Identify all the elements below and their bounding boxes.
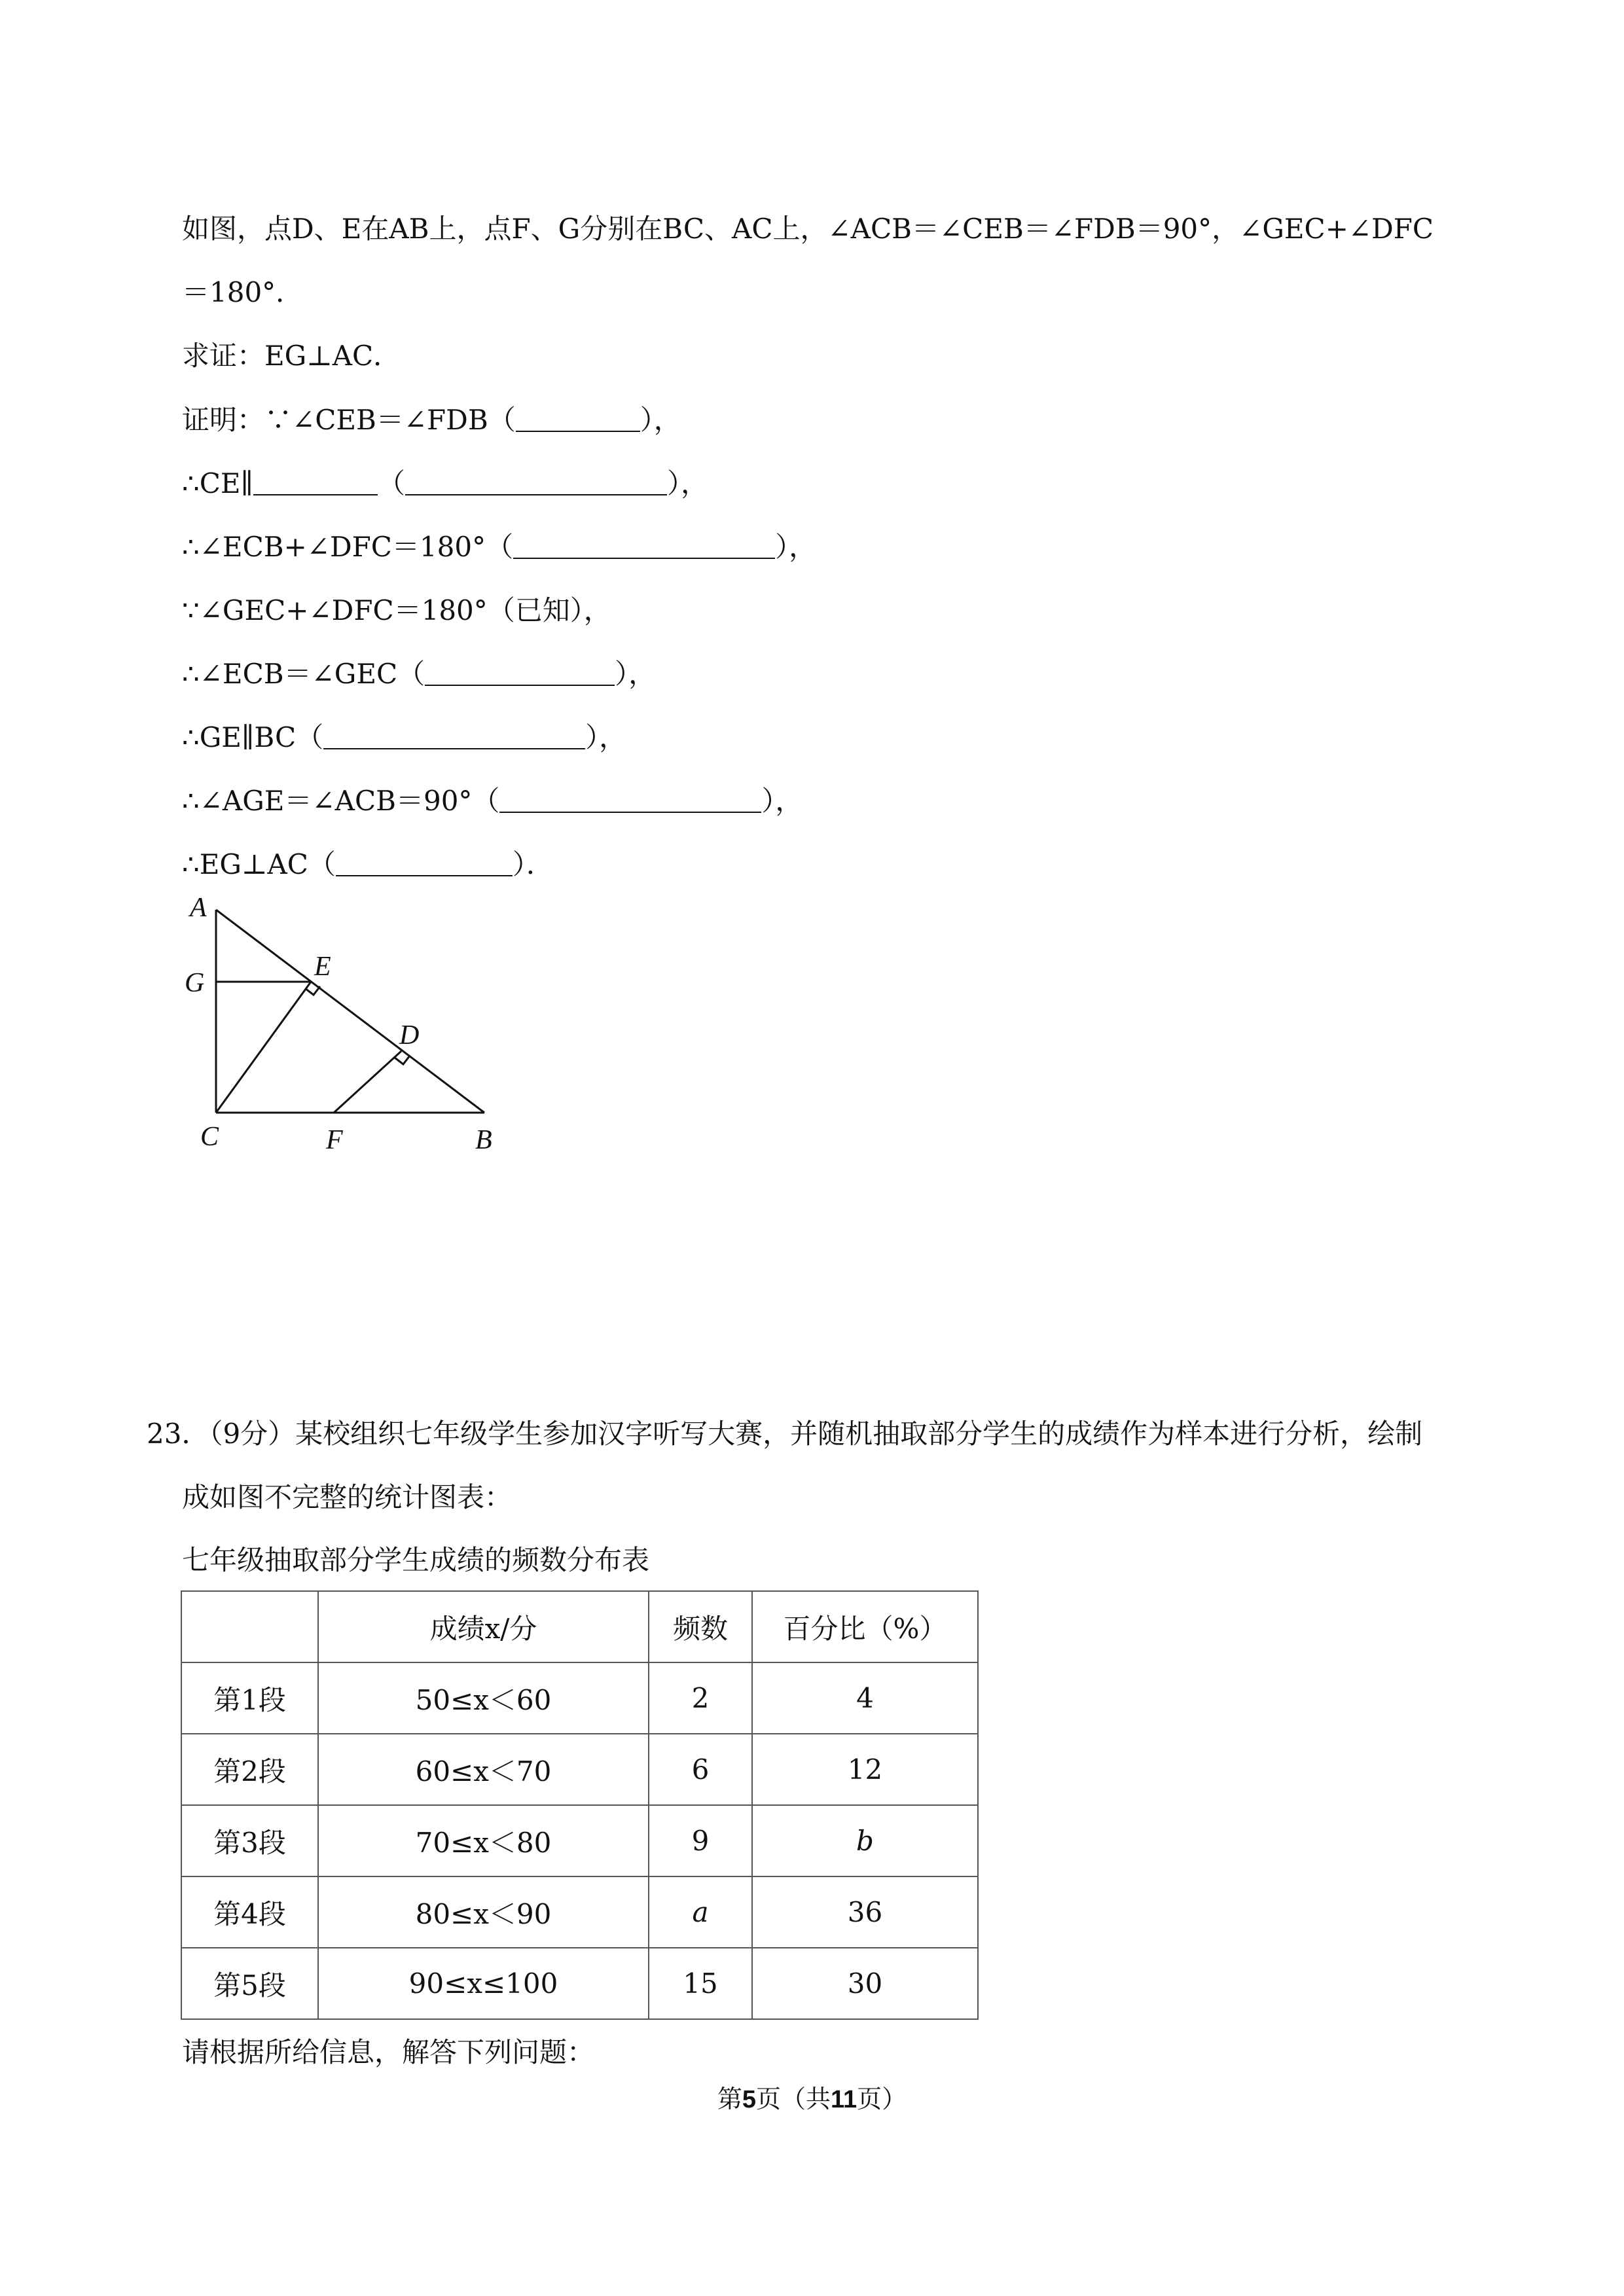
problem23-line2: 成如图不完整的统计图表： (182, 1481, 513, 1513)
blank-2b[interactable] (405, 468, 667, 495)
table-cell: 第2段 (181, 1734, 318, 1805)
table-header-cell: 百分比（%） (752, 1591, 978, 1662)
table-cell: 60≤x＜70 (318, 1734, 649, 1805)
point-label-A: A (190, 897, 207, 923)
segment-CE (216, 982, 311, 1113)
point-label-G: G (185, 968, 205, 998)
proof-step-5: ∴∠ECB＝∠GEC（ ）， (182, 658, 657, 690)
point-label-F: F (326, 1125, 343, 1155)
table-cell: 15 (649, 1948, 752, 2019)
geometry-figure (177, 897, 543, 1158)
blank-8[interactable] (336, 849, 513, 876)
blank-5[interactable] (425, 658, 615, 686)
table-header-cell: 频数 (649, 1591, 752, 1662)
table-cell: 第1段 (181, 1662, 318, 1734)
proof-step-6: ∴GE∥BC（ ）， (182, 721, 627, 753)
table-cell: 90≤x≤100 (318, 1948, 649, 2019)
table-title: 七年级抽取部分学生成绩的频数分布表 (182, 1544, 650, 1576)
table-cell: 9 (649, 1805, 752, 1876)
table-cell: 第4段 (181, 1876, 318, 1948)
table-cell: 第3段 (181, 1805, 318, 1876)
point-label-B: B (475, 1125, 492, 1155)
problem22-statement-line1: 如图，点D、E在AB上，点F、G分别在BC、AC上，∠ACB＝∠CEB＝∠FDB＝90°，∠GEC+∠DFC (182, 213, 1434, 245)
after-table-text: 请根据所给信息，解答下列问题： (182, 2036, 595, 2068)
frequency-table (181, 1590, 979, 2020)
table-cell: 70≤x＜80 (318, 1805, 649, 1876)
blank-1[interactable] (516, 404, 640, 432)
segment-AB (216, 910, 484, 1113)
problem22-statement-line2: ＝180°． (182, 276, 304, 308)
page-number: 5 (742, 2086, 756, 2113)
table-row (181, 1662, 978, 1734)
table-cell: 2 (649, 1662, 752, 1734)
table-header-row (181, 1591, 978, 1662)
table-cell: 12 (752, 1734, 978, 1805)
right-angle-mark-D (395, 1056, 410, 1064)
proof-step-8: ∴EG⊥AC（ ）． (182, 848, 554, 880)
proof-step-1: 证明：∵∠CEB＝∠FDB（ ）， (182, 404, 681, 436)
proof-step-3: ∴∠ECB+∠DFC＝180°（ ）， (182, 531, 817, 563)
table-cell: a (649, 1876, 752, 1948)
point-label-D: D (399, 1020, 420, 1050)
table-header-cell: 成绩x/分 (318, 1591, 649, 1662)
table-cell: 36 (752, 1876, 978, 1948)
table-row (181, 1734, 978, 1805)
problem23-line1: 23．（9分）某校组织七年级学生参加汉字听写大赛，并随机抽取部分学生的成绩作为样本进行分析，绘制 (147, 1418, 1423, 1450)
table-row (181, 1948, 978, 2019)
blank-3[interactable] (513, 531, 775, 559)
point-label-E: E (314, 952, 331, 982)
table-row (181, 1805, 978, 1876)
page-footer: 第5页（共11页） (717, 2085, 907, 2113)
proof-step-7: ∴∠AGE＝∠ACB＝90°（ ）， (182, 785, 803, 817)
table-cell: 30 (752, 1948, 978, 2019)
table-cell: 50≤x＜60 (318, 1662, 649, 1734)
segment-FD (334, 1051, 401, 1113)
table-cell: 80≤x＜90 (318, 1876, 649, 1948)
table-row (181, 1876, 978, 1948)
table-cell: 4 (752, 1662, 978, 1734)
proof-step-2: ∴CE∥ （ ）， (182, 467, 708, 499)
table-header-cell (181, 1591, 318, 1662)
proof-step-4: ∵∠GEC+∠DFC＝180°（已知）， (182, 594, 611, 626)
problem22-prove: 求证：EG⊥AC． (182, 340, 401, 372)
blank-7[interactable] (499, 785, 761, 813)
blank-2a[interactable] (253, 468, 378, 495)
table-cell: b (752, 1805, 978, 1876)
point-label-C: C (200, 1122, 219, 1152)
table-cell: 6 (649, 1734, 752, 1805)
blank-6[interactable] (323, 722, 585, 749)
page-total: 11 (830, 2086, 857, 2113)
table-cell: 第5段 (181, 1948, 318, 2019)
